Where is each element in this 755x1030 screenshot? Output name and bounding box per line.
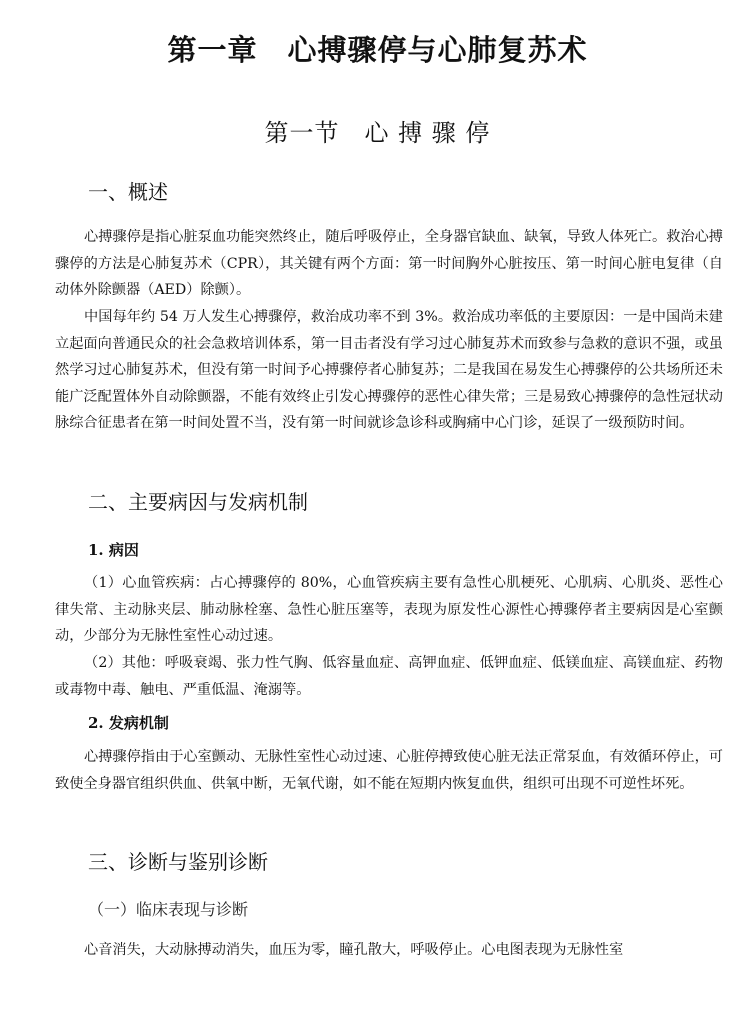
clinical-manifestation-subheading: （一）临床表现与诊断 <box>88 900 249 919</box>
causes-paragraph-2: （2）其他：呼吸衰竭、张力性气胸、低容量血症、高钾血症、低钾血症、低镁血症、高镁血症、药物或毒物中毒、触电、严重低温、淹溺等。 <box>55 655 723 698</box>
overview-heading: 一、概述 <box>88 180 168 204</box>
pathogenesis-paragraph: 心搏骤停指由于心室颤动、无脉性室性心动过速、心脏停搏致使心脏无法正常泵血，有效循环停止，可致使全身器官组织供血、供氧中断，无氧代谢，如不能在短期内恢复血供，组织可出现不可逆性坏死。 <box>55 749 723 792</box>
pathogenesis-subheading: 2. 发病机制 <box>88 714 169 732</box>
etiology-subheading: 1. 病因 <box>88 541 139 559</box>
overview-paragraph-1: 心搏骤停是指心脏泵血功能突然终止，随后呼吸停止，全身器官缺血、缺氧，导致人体死亡。救治心搏骤停的方法是心肺复苏术（CPR），其关键有两个方面：第一时间胸外心脏按压、第一时间心脏电复律（自动体外除颤器（AED）除颤）。 <box>55 229 723 298</box>
chapter-title: 第一章 心搏骤停与心肺复苏术 <box>167 33 588 67</box>
diagnosis-paragraph-1: 心音消失，大动脉搏动消失，血压为零，瞳孔散大，呼吸停止。心电图表现为无脉性室 <box>84 942 624 958</box>
overview-paragraph-2: 中国每年约 54 万人发生心搏骤停，救治成功率不到 3%。救治成功率低的主要原因：一是中国尚未建立起面向普通民众的社会急救培训体系，第一目击者没有学习过心肺复苏术而致参与急救的意识不强，或虽然学习过心肺复苏术，但没有第一时间予心搏骤停者心肺复苏；二是我国在易发生心搏骤停的公共场所还未能广泛配置体外自动除颤器，不能有效终止引发心搏骤停的恶性心律失常；三是易致心搏骤停的急性冠状动脉综合征患者在第一时间处置不当，没有第一时间就诊急诊科或胸痛中心门诊，延误了一级预防时间。 <box>55 309 723 431</box>
section-title: 第一节 心 搏 骤 停 <box>264 119 491 147</box>
causes-paragraph-1: （1）心血管疾病：占心搏骤停的 80%，心血管疾病主要有急性心肌梗死、心肌病、心肌炎、恶性心律失常、主动脉夹层、肺动脉栓塞、急性心脏压塞等，表现为原发性心源性心搏骤停者主要病因是心室颤动，少部分为无脉性室性心动过速。 <box>55 575 723 644</box>
diagnosis-heading: 三、诊断与鉴别诊断 <box>88 850 268 874</box>
causes-heading: 二、主要病因与发病机制 <box>88 490 308 514</box>
